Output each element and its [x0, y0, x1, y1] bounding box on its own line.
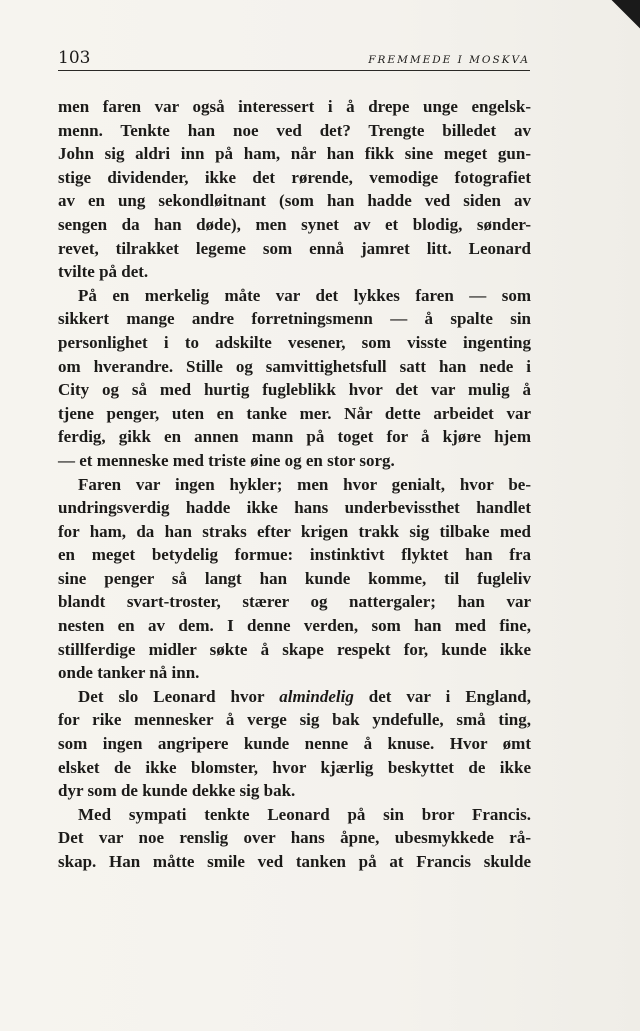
text-line: nesten en av dem. I denne verden, som han med fine, — [58, 616, 531, 636]
text-line: stillferdige midler søkte å skape respekt for, kunde ikke — [58, 639, 531, 659]
running-head: FREMMEDE I MOSKVA — [368, 54, 530, 66]
text-line: dyr som de kunde dekke sig bak. — [58, 781, 296, 801]
text-line: personlighet i to adskilte vesener, som visste ingenting — [58, 332, 531, 352]
text-line: Det var noe renslig over hans åpne, ubesmykkede rå- — [58, 828, 531, 848]
paragraph-4 — [58, 685, 531, 803]
text-line: elsket de ikke blomster, hvor kjærlig beskyttet de ikke — [58, 757, 531, 777]
italic-emphasis: almindelig — [279, 686, 354, 706]
text-line: sengen da han døde), men synet av et blodig, sønder- — [58, 214, 531, 234]
text-line: Faren var ingen hykler; men hvor genialt, hvor be- — [78, 474, 531, 494]
text-line: skap. Han måtte smile ved tanken på at Francis skulde — [58, 852, 531, 871]
page-number: 103 — [58, 48, 91, 68]
text-line — [58, 685, 531, 709]
text-line: onde tanker nå inn. — [58, 663, 200, 683]
text-span: det var i England, — [353, 686, 531, 706]
paragraph-1 — [58, 95, 531, 284]
body-text — [58, 95, 531, 874]
text-line: ferdig, gikk en annen mann på toget for å kjøre hjem — [58, 427, 531, 447]
text-line: tjene penger, uten en tanke mer. Når dette arbeidet var — [58, 403, 531, 423]
text-line: men faren var også interessert i å drepe unge engelsk- — [58, 97, 531, 116]
text-line: for rike mennesker å verge sig bak yndefulle, små ting, — [58, 710, 531, 730]
text-line: som ingen angripere kunde nenne å knuse. Hvor ømt — [58, 734, 531, 754]
page-header — [58, 46, 530, 71]
text-line: City og så med hurtig fugleblikk hvor det var mulig å — [58, 380, 531, 400]
text-line: — et menneske med triste øine og en stor sorg. — [58, 450, 395, 470]
scan-corner-shadow — [600, 0, 640, 40]
text-line: sine penger så langt han kunde komme, til fugleliv — [58, 568, 531, 588]
text-line: revet, tilrakket legeme som ennå jamret litt. Leonard — [58, 238, 531, 258]
text-line: av en ung sekondløitnant (som han hadde ved siden av — [58, 191, 531, 211]
text-line: for ham, da han straks efter krigen trakk sig tilbake med — [58, 521, 531, 541]
text-line: Med sympati tenkte Leonard på sin bror Francis. — [78, 804, 531, 824]
text-line: menn. Tenkte han noe ved det? Trengte billedet av — [58, 120, 531, 140]
text-line: stige dividender, ikke det rørende, vemodige fotografiet — [58, 167, 531, 187]
text-line: På en merkelig måte var det lykkes faren — som — [78, 285, 531, 305]
text-line: sikkert mange andre forretningsmenn — å spalte sin — [58, 309, 531, 329]
text-line: en meget betydelig formue: instinktivt flyktet han fra — [58, 545, 531, 565]
text-line: blandt svart-troster, stærer og nattergaler; han var — [58, 592, 531, 612]
text-line: om hverandre. Stille og samvittighetsfull satt han nede i — [58, 356, 531, 376]
paragraph-5 — [58, 803, 531, 874]
text-span: Det slo Leonard hvor — [78, 686, 280, 706]
paragraph-2 — [58, 284, 531, 473]
paragraph-3 — [58, 473, 531, 685]
text-line: undringsverdig hadde ikke hans underbevissthet handlet — [58, 498, 531, 518]
text-line: tvilte på det. — [58, 262, 149, 282]
text-line: John sig aldri inn på ham, når han fikk sine meget gun- — [58, 144, 531, 164]
